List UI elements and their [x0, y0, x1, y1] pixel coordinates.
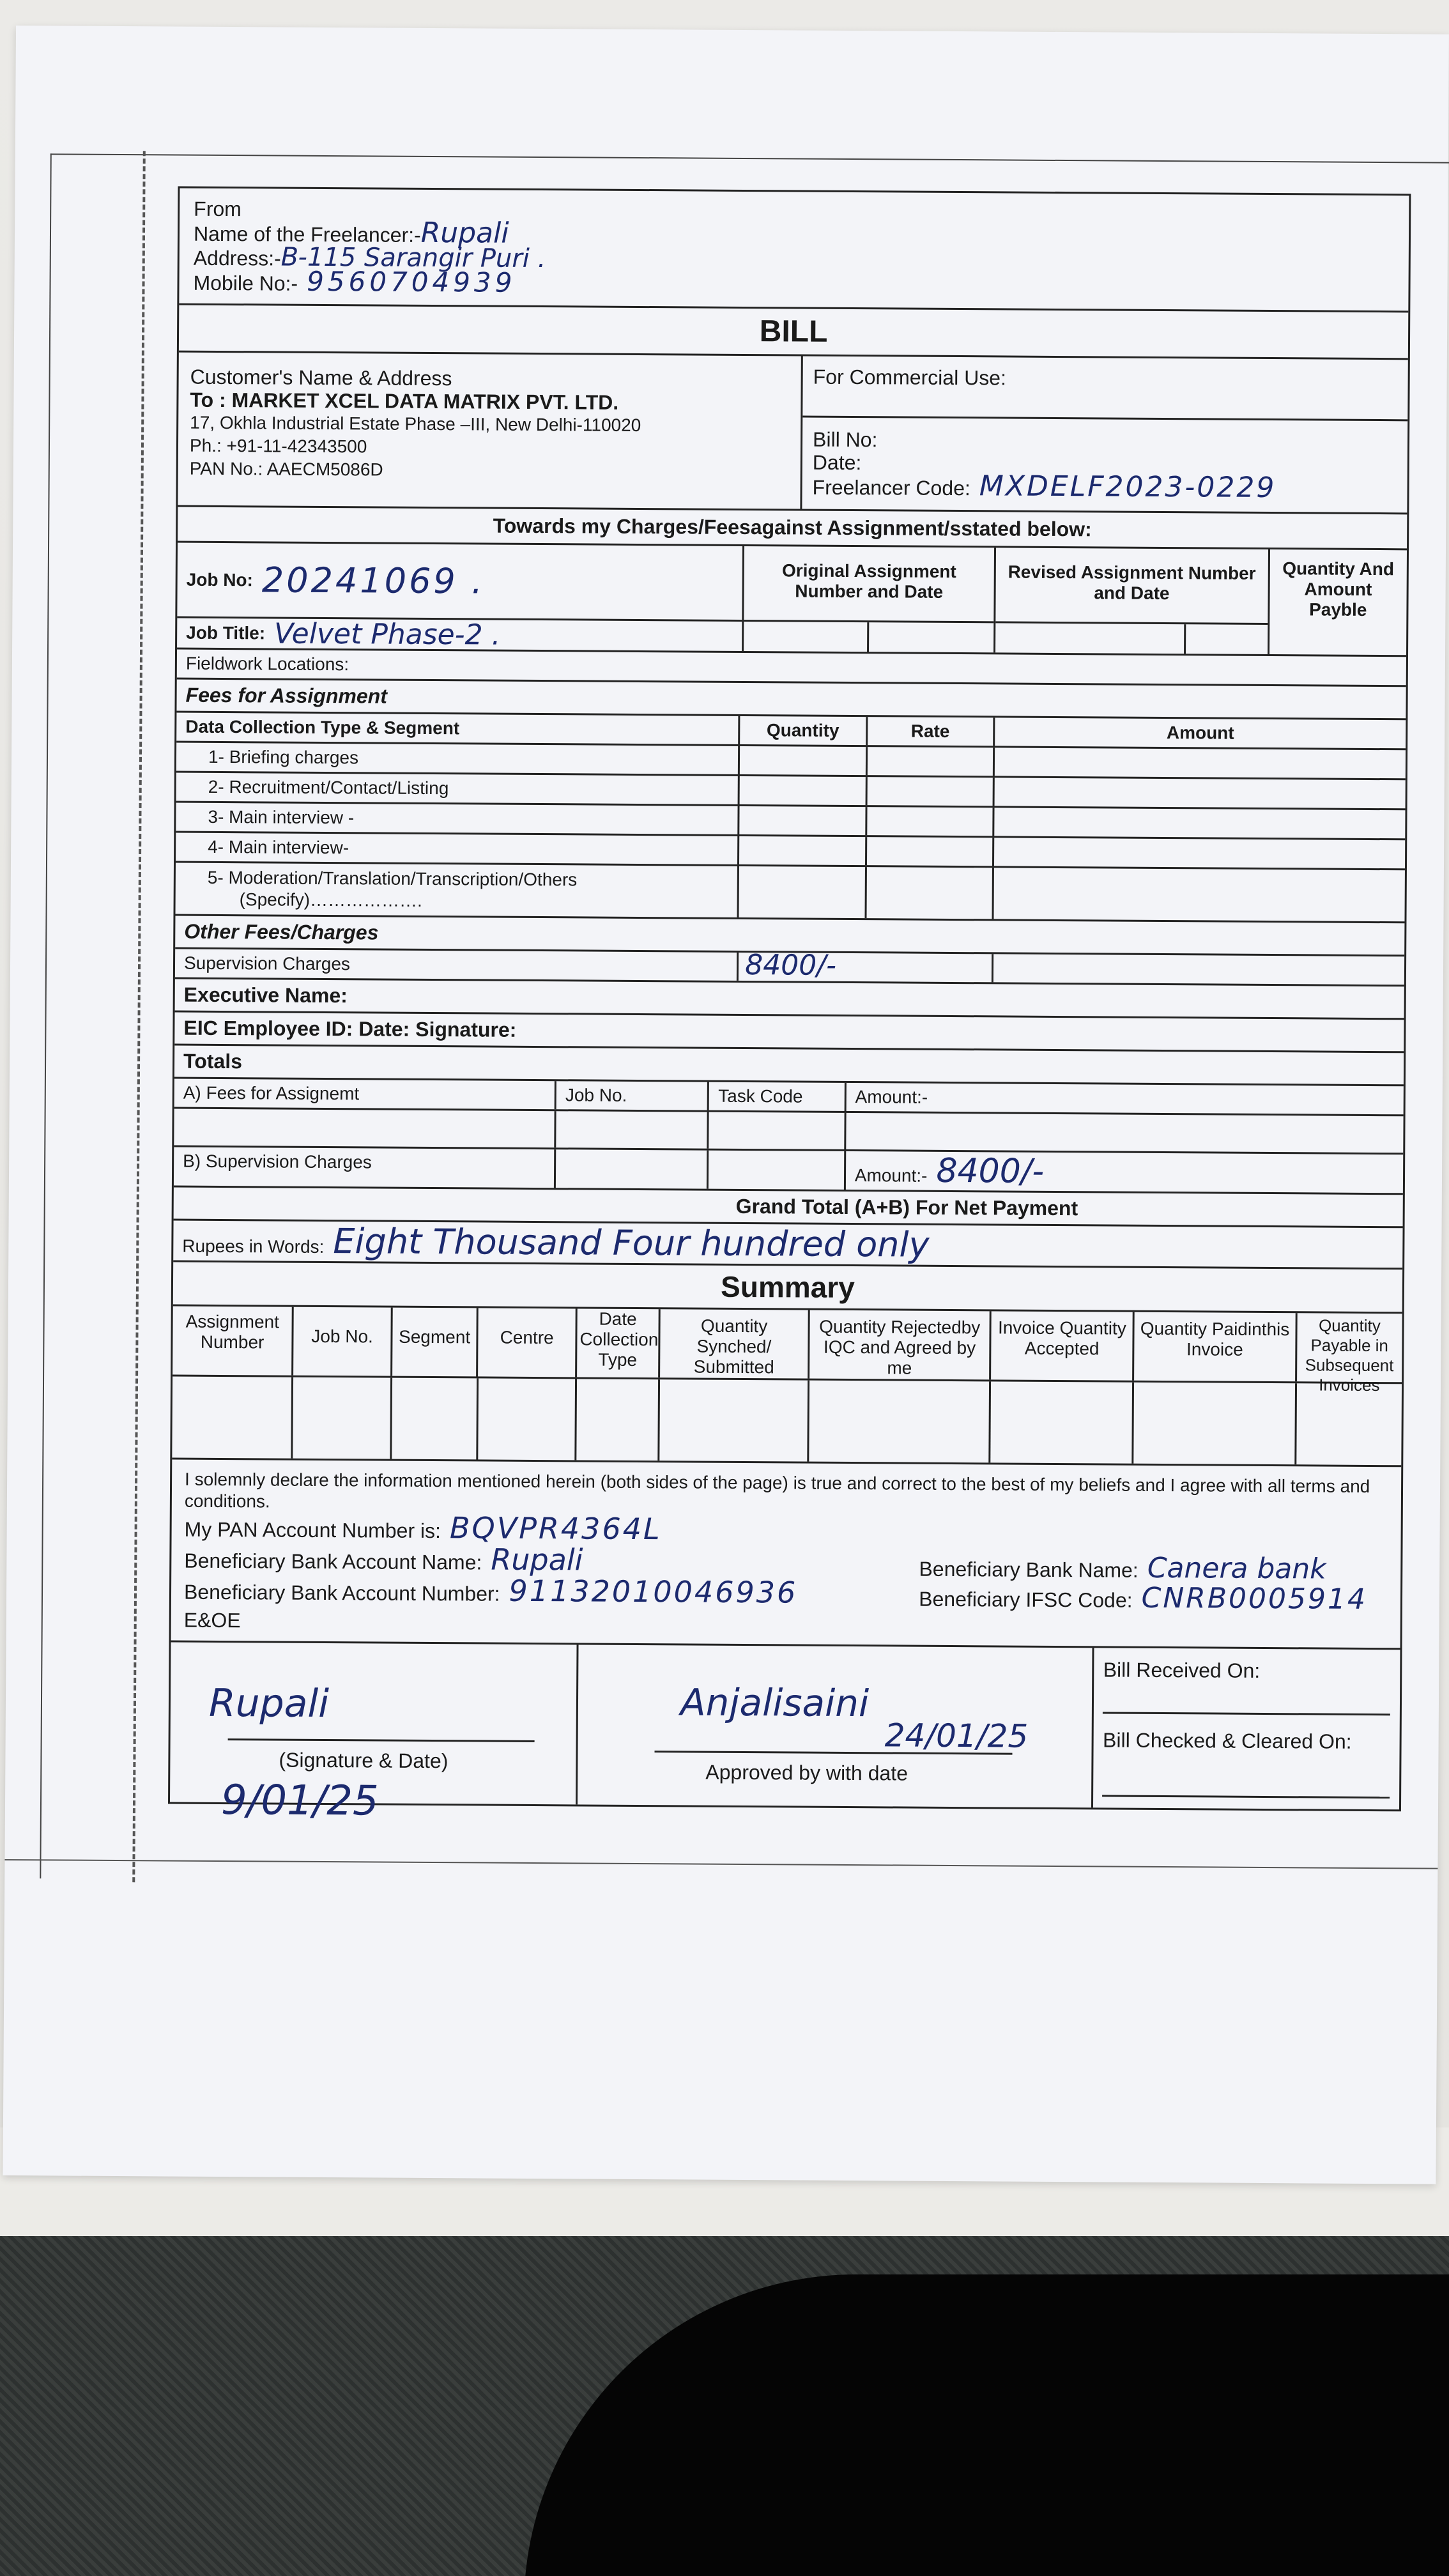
other-fees-title: Other Fees/Charges	[184, 919, 379, 944]
job-title-label: Job Title:	[186, 622, 266, 643]
original-assignment-date[interactable]	[869, 622, 994, 652]
customer-phone: Ph.: +91-11-42343500	[189, 435, 367, 457]
mobile-label: Mobile No:-	[193, 271, 298, 295]
summary-title: Summary	[720, 1269, 855, 1305]
declaration-text: I solemnly declare the information mentioned herein (both sides of the page) is true and correct to the best of my beliefs and I agree with all terms and conditions.	[184, 1469, 1370, 1512]
approver-signature: Anjalisaini	[680, 1680, 870, 1726]
freelancer-name-value: Rupali	[420, 216, 509, 250]
totals-task-code: Task Code	[709, 1082, 847, 1111]
bank-account-no-value: 91132010046936	[509, 1573, 798, 1610]
bill-form	[168, 187, 1411, 1825]
summary-col: Quantity Synched/ Submitted	[660, 1309, 810, 1378]
signature-caption: (Signature & Date)	[279, 1748, 448, 1773]
totals-title: Totals	[183, 1049, 243, 1073]
freelancer-code-value: MXDELF2023-0229	[979, 470, 1276, 505]
towards-heading: Towards my Charges/Feesagainst Assignment/sstated below:	[493, 514, 1092, 541]
executive-name: Executive Name:	[183, 983, 348, 1008]
freelancer-signature-block	[170, 1643, 579, 1825]
approver-block	[578, 1644, 1094, 1807]
fees-assignment-label: A) Fees for Assignemt	[174, 1079, 556, 1110]
fees-col-rate: Rate	[868, 717, 995, 746]
address-label: Address:-	[193, 246, 281, 270]
revised-assignment-no[interactable]	[995, 623, 1186, 654]
from-label: From	[194, 197, 242, 221]
summary-col: Segment	[392, 1308, 479, 1377]
bill-sheet	[3, 26, 1449, 2184]
bill-received-line[interactable]	[1103, 1712, 1390, 1715]
totals-job-no: Job No.	[556, 1081, 710, 1110]
original-assignment-header: Original Assignment Number and Date	[744, 546, 994, 623]
bank-account-no-label: Beneficiary Bank Account Number:	[183, 1580, 500, 1606]
bill-checked-label: Bill Checked & Cleared On:	[1102, 1728, 1352, 1753]
fees-item-5-specify: (Specify)……………….	[239, 889, 422, 910]
customer-address: 17, Okhla Industrial Estate Phase –III, New Delhi-110020	[190, 412, 641, 435]
fees-col-type: Data Collection Type & Segment	[176, 713, 740, 744]
summary-header	[172, 1307, 1402, 1395]
rupees-label: Rupees in Words:	[182, 1236, 325, 1257]
summary-col: Quantity Paidinthis Invoice	[1135, 1312, 1298, 1382]
eic-line: EIC Employee ID: Date: Signature:	[183, 1016, 517, 1041]
bill-receipt-block	[1093, 1648, 1400, 1809]
fees-item-4: 4- Main interview-	[176, 833, 739, 864]
summary-col: Centre	[479, 1308, 578, 1377]
qty-amount-payable-header: Quantity And Amount Payble	[1282, 558, 1395, 620]
summary-col: Quantity Payable in Subsequent Invoices	[1305, 1315, 1394, 1395]
customer-block	[178, 353, 802, 509]
job-title-value: Velvet Phase-2 .	[273, 617, 501, 652]
pan-label: My PAN Account Number is:	[184, 1517, 441, 1543]
customer-label: Customer's Name & Address	[190, 365, 452, 390]
supervision-charges-value: 8400/-	[739, 953, 993, 982]
pan-value: BQVPR4364L	[449, 1510, 662, 1547]
bill-checked-line[interactable]	[1103, 1795, 1390, 1798]
customer-to: To : MARKET XCEL DATA MATRIX PVT. LTD.	[190, 388, 619, 414]
summary-col: Job No.	[293, 1307, 392, 1376]
bank-name-label: Beneficiary Bank Name:	[919, 1557, 1138, 1582]
date-label: Date:	[812, 450, 862, 475]
ifsc-value: CNRB0005914	[1141, 1581, 1368, 1616]
customer-pan: PAN No.: AAECM5086D	[189, 458, 383, 480]
job-no-label: Job No:	[186, 569, 254, 590]
supervision-total-label: B) Supervision Charges	[174, 1147, 556, 1188]
fees-col-quantity: Quantity	[740, 716, 868, 745]
grand-total-heading: Grand Total (A+B) For Net Payment	[735, 1194, 1078, 1220]
job-no-value: 20241069 .	[261, 560, 486, 602]
original-assignment-no[interactable]	[744, 622, 869, 652]
revised-assignment-header: Revised Assignment Number and Date	[995, 548, 1268, 625]
signature-date: 9/01/25	[220, 1777, 379, 1825]
bank-name-value: Canera bank	[1147, 1551, 1326, 1586]
fees-item-2: 2- Recruitment/Contact/Listing	[176, 773, 740, 804]
fees-row	[175, 863, 1404, 924]
revised-assignment-date[interactable]	[1186, 624, 1268, 654]
rupees-value: Eight Thousand Four hundred only	[333, 1221, 930, 1265]
fieldwork-locations: Fieldwork Locations:	[185, 653, 349, 675]
fees-item-3: 3- Main interview -	[176, 803, 739, 834]
freelancer-code-label: Freelancer Code:	[812, 475, 970, 500]
bill-received-label: Bill Received On:	[1103, 1658, 1261, 1682]
summary-col: Invoice Quantity Accepted	[991, 1311, 1135, 1380]
mobile-value: 9560704939	[307, 265, 516, 298]
fees-item-5: 5- Moderation/Translation/Transcription/Others	[207, 867, 578, 890]
fees-section-title: Fees for Assignment	[185, 683, 388, 708]
declaration-block	[171, 1460, 1402, 1648]
summary-row	[172, 1377, 1402, 1468]
freelancer-name-label: Name of the Freelancer:-	[193, 222, 421, 247]
summary-col: Assignment Number	[172, 1307, 294, 1376]
address-value: B-115 Sarangir Puri .	[280, 242, 546, 274]
bill-title: BILL	[759, 314, 828, 349]
approver-date: 24/01/25	[884, 1717, 1029, 1755]
totals-amount-label: Amount:-	[855, 1087, 928, 1107]
approved-caption: Approved by with date	[705, 1760, 908, 1785]
commercial-label: For Commercial Use:	[802, 356, 1408, 422]
bank-account-name-label: Beneficiary Bank Account Name:	[184, 1549, 482, 1574]
freelancer-signature: Rupali	[208, 1680, 330, 1727]
commercial-block	[802, 356, 1407, 513]
summary-col: Quantity Rejectedby IQC and Agreed by me	[809, 1310, 992, 1380]
eoe-label: E&OE	[183, 1608, 241, 1632]
from-block	[179, 188, 1409, 313]
supervision-amount-value: 8400/-	[936, 1151, 1045, 1191]
bill-no-label: Bill No:	[812, 427, 878, 452]
summary-col: Date Collection Type	[577, 1308, 661, 1377]
fees-item-1: 1- Briefing charges	[176, 743, 740, 774]
ifsc-label: Beneficiary IFSC Code:	[919, 1587, 1133, 1612]
fees-col-amount: Amount	[1166, 723, 1234, 743]
bank-account-name-value: Rupali	[491, 1542, 583, 1577]
supervision-amount-label: Amount:-	[854, 1165, 928, 1186]
supervision-charges-label: Supervision Charges	[175, 949, 739, 981]
signature-line	[228, 1738, 535, 1742]
